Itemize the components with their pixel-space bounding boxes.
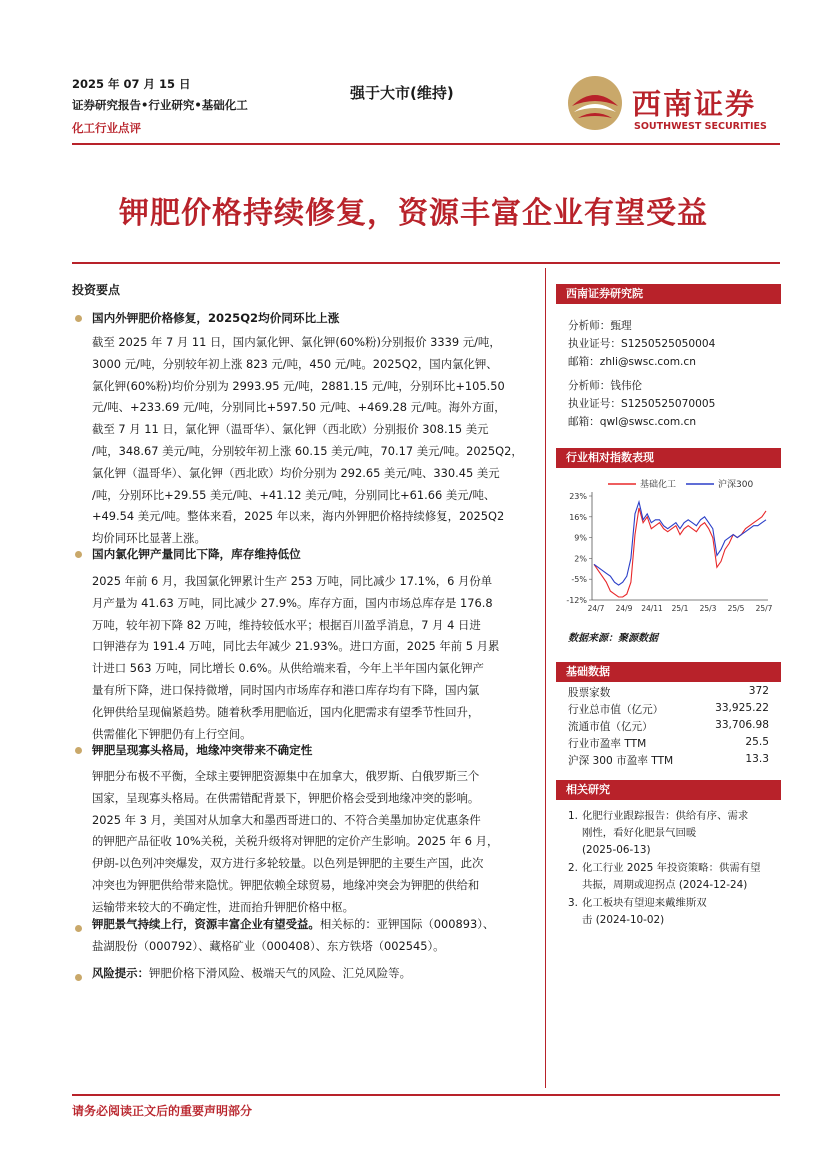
legend-label: 基础化工 (640, 480, 677, 490)
basic-data-header: 基础数据 (556, 662, 781, 682)
analyst-2: 分析师：钱伟伦 (568, 380, 643, 392)
basic-key: 流通市值（亿元） (568, 721, 653, 733)
related-item[interactable]: 1. 化肥行业跟踪报告：供给有序、需求 刚性，看好化肥景气回暖 (2025-06-13) (568, 810, 749, 856)
header-divider (72, 143, 780, 145)
bullet-icon (75, 747, 82, 754)
point-body: 钾肥分布极不平衡，全球主要钾肥资源集中在加拿大，俄罗斯、白俄罗斯三个 国家，呈现寡头格局。在供需错配背景下，钾肥价格会受到地缘冲突的影响。 2025 年 3 月，美国对从加拿大和墨西哥进口的、不符合美墨加协定优惠条件 的钾肥产品征收 10%关税，关税升级将对钾肥的定价产生影响。2025 年 6 月， 伊朗-以色列冲突爆发，双方进行多轮较量。以色列是钾肥的主要生产国，此次 冲突也为钾肥供给带来隐忧。钾肥依赖全球贸易，地缘冲突会为钾肥的供给和 运输带来较大的不确定性，进而抬升钾肥价格中枢。 (92, 769, 499, 914)
chart-source: 数据来源：聚源数据 (568, 633, 658, 644)
risk-note: 风险提示：钾肥价格下滑风险、极端天气的风险、汇兑风险等。 (92, 966, 411, 980)
basic-key: 行业市盈率 TTM (568, 738, 647, 750)
page-title: 钾肥价格持续修复，资源丰富企业有望受益 (119, 196, 708, 231)
report-category: 化工行业点评 (72, 121, 141, 135)
footer-disclaimer: 请务必阅读正文后的重要声明部分 (72, 1104, 253, 1118)
x-tick-label: 25/1 (671, 604, 689, 613)
related-item[interactable]: 2. 化工行业 2025 年投资策略：供需有望 共振，周期或迎拐点 (2024-12-24) (568, 862, 761, 891)
x-tick-label: 25/5 (727, 604, 745, 613)
basic-value: 33,925.22 (715, 702, 769, 714)
legend-label: 沪深300 (718, 480, 754, 490)
series-line (594, 502, 766, 585)
company-logo-icon (566, 74, 624, 132)
rating: 强于大市(维持) (350, 84, 454, 102)
basic-value: 13.3 (745, 753, 769, 765)
y-tick-label: -12% (566, 596, 587, 605)
analyst-2-cert: 执业证号：S1250525070005 (568, 398, 716, 410)
footer-divider (72, 1094, 780, 1096)
related-header: 相关研究 (556, 780, 781, 800)
report-date: 2025 年 07 月 15 日 (72, 77, 191, 91)
point-body: 截至 2025 年 7 月 11 日，国内氯化钾、氯化钾(60%粉)分别报价 3339 元/吨， 3000 元/吨，分别较年初上涨 823 元/吨，450 元/吨。2025Q2，国内氯化钾、 氯化钾(60%粉)均价分别为 2993.95 元/吨，2881.15 元/吨，分别环比+105.50 元/吨、+233.69 元/吨，分别同比+597.50 元/吨、+469.28 元/吨。海外方面， 截至 7 月 11 日，氯化钾（温哥华）、氯化钾（西北欧）分别报价 308.15 美元 /吨，348.67 美元/吨，分别较年初上涨 60.15 美元/吨，70.17 美元/吨。2025Q2， 氯化钾（温哥华）、氯化钾（西北欧）均价分别为 292.65 美元/吨、330.45 美元 /吨，分别环比+29.55 美元/吨、+41.12 美元/吨，分别同比+61.66 美元/吨、 +49.54 美元/吨。整体来看，2025 年以来，海内外钾肥价格持续修复，2025Q2 均价同环比显著上涨。 (92, 335, 523, 546)
column-divider (545, 268, 546, 1088)
related-item[interactable]: 3. 化工板块有望迎来戴维斯双 击 (2024-10-02) (568, 897, 707, 926)
basic-value: 372 (748, 685, 769, 697)
bullet-icon (75, 974, 82, 981)
analyst-1-email[interactable]: 邮箱：zhli@swsc.com.cn (568, 356, 696, 368)
logo-en: SOUTHWEST SECURITIES (634, 121, 767, 132)
basic-value: 33,706.98 (715, 719, 769, 731)
report-type: 证券研究报告•行业研究•基础化工 (72, 98, 248, 112)
y-tick-label: 16% (569, 512, 587, 522)
bullet-icon (75, 315, 82, 322)
institute-header: 西南证券研究院 (556, 284, 781, 304)
point-body: 钾肥景气持续上行，资源丰富企业有望受益。相关标的：亚钾国际（000893）、 盐湖股份（000792）、藏格矿业（000408）、东方铁塔（002545）。 (92, 917, 495, 953)
basic-value: 25.5 (745, 736, 769, 748)
point-body: 2025 年前 6 月，我国氯化钾累计生产 253 万吨，同比减少 17.1%，6 月份单 月产量为 41.63 万吨，同比减少 27.9%。库存方面，国内市场总库存是 176.8 万吨，较年初下降 82 万吨，维持较低水平；根据百川盈孚消息，7 月 4 日进 口钾港存为 191.4 万吨，同比去年减少 21.93%。进口方面，2025 年前 5 月累 计进口 563 万吨，同比增长 0.6%。从供给端来看，今年上半年国内氯化钾产 量有所下降，进口保持微增，同时国内市场库存和港口库存均有下降，国内氯 化钾供给呈现偏紧趋势。随着秋季用肥临近，国内化肥需求有望季节性回升， 供需催化下钾肥仍有上行空间。 (92, 574, 500, 741)
analyst-1-cert: 执业证号：S1250525050004 (568, 338, 716, 350)
x-tick-label: 24/11 (641, 604, 663, 613)
y-tick-label: 9% (574, 533, 587, 543)
point-heading: 国内外钾肥价格修复，2025Q2均价同环比上涨 (92, 311, 340, 325)
bullet-icon (75, 925, 82, 932)
basic-key: 沪深 300 市盈率 TTM (568, 755, 674, 767)
point-heading: 国内氯化钾产量同比下降，库存维持低位 (92, 547, 301, 561)
bullet-icon (75, 551, 82, 558)
logo-cn: 西南证券 (632, 87, 757, 121)
point-heading: 钾肥呈现寡头格局，地缘冲突带来不确定性 (92, 743, 313, 757)
x-tick-label: 24/7 (587, 604, 605, 613)
y-tick-label: 2% (574, 554, 587, 564)
x-tick-label: 25/3 (699, 604, 717, 613)
analyst-2-email[interactable]: 邮箱：qwl@swsc.com.cn (568, 416, 697, 428)
basic-key: 股票家数 (568, 687, 611, 699)
title-divider (72, 262, 780, 264)
relative-index-chart (556, 472, 781, 622)
y-tick-label: -5% (571, 575, 587, 585)
y-tick-label: 23% (569, 492, 587, 501)
basic-key: 行业总市值（亿元） (568, 704, 664, 716)
x-tick-label: 24/9 (615, 604, 633, 613)
index-header: 行业相对指数表现 (556, 448, 781, 468)
analyst-1: 分析师：甄理 (568, 320, 632, 332)
section-title: 投资要点 (72, 283, 121, 297)
x-tick-label: 25/7 (755, 604, 773, 613)
